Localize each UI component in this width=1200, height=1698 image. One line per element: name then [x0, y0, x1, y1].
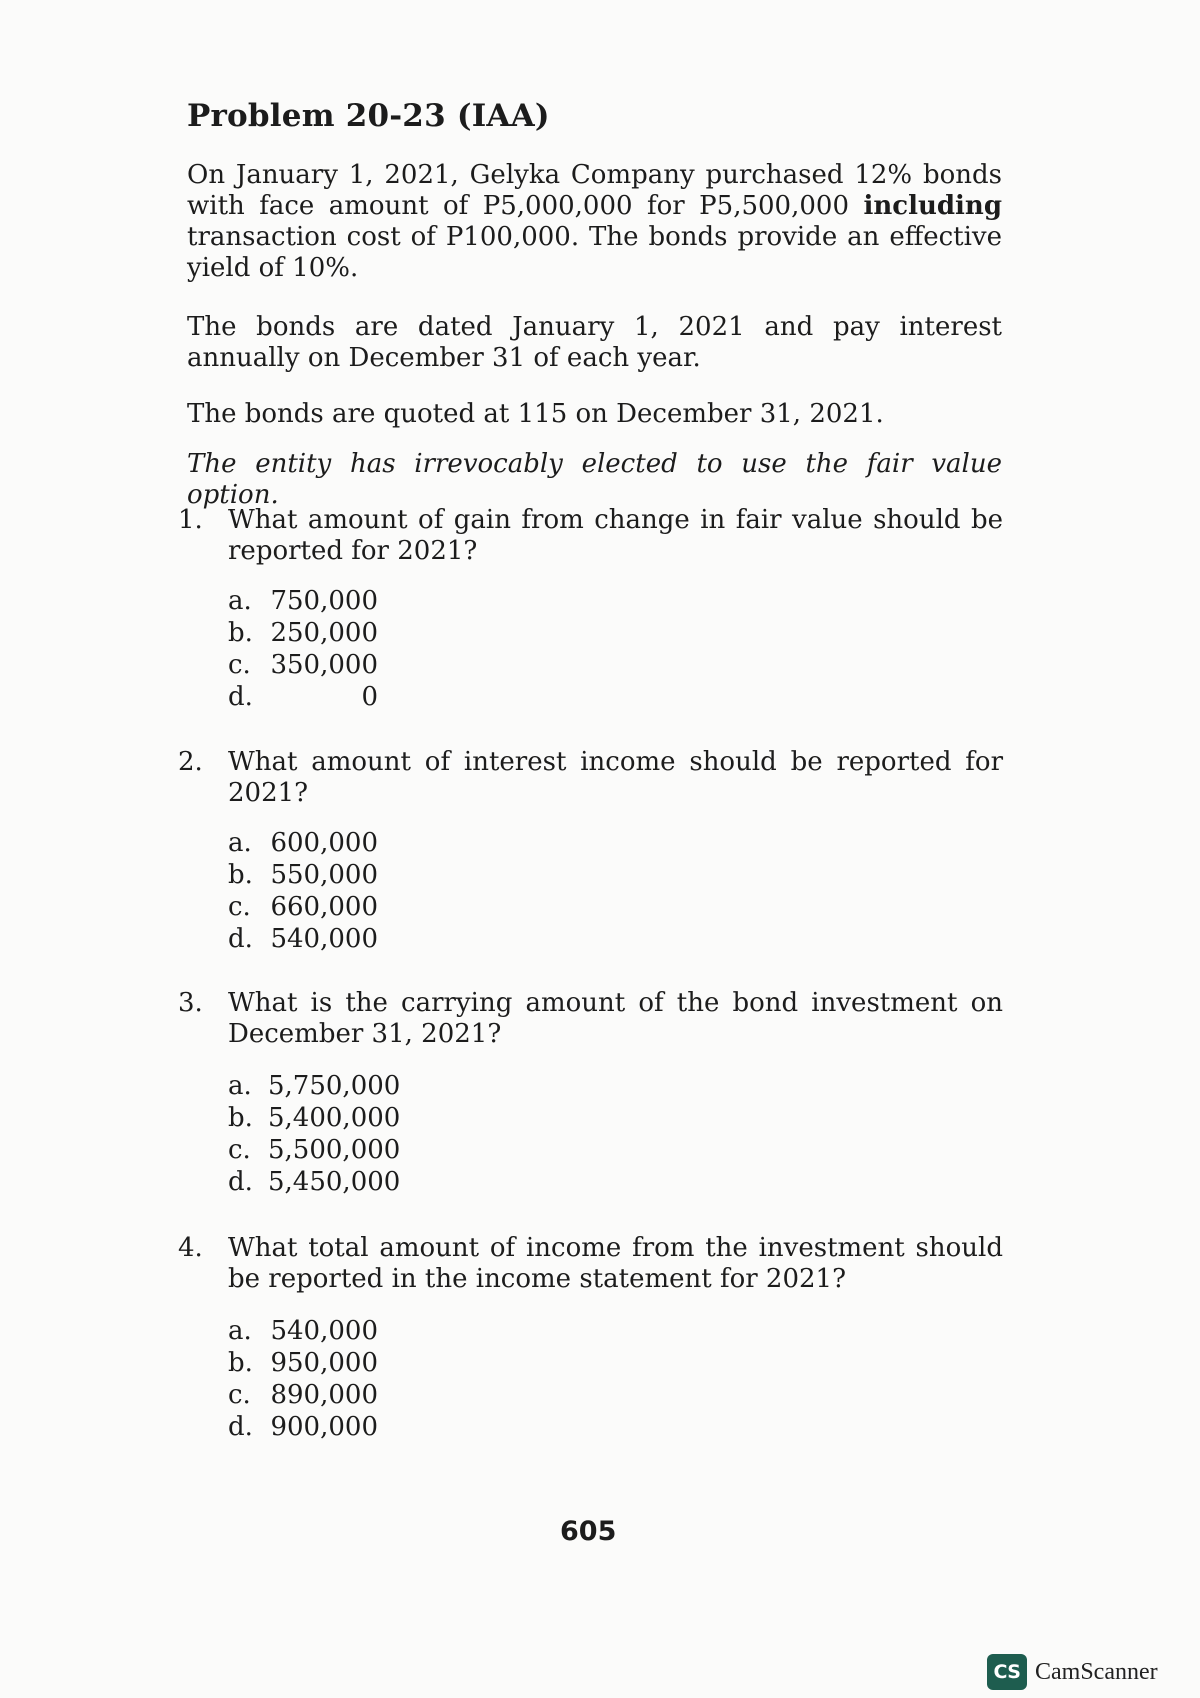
choice-a — [228, 827, 378, 859]
choice-letter: a. — [228, 1316, 252, 1346]
question-2 — [178, 747, 1003, 809]
choice-value: 540,000 — [270, 1316, 378, 1346]
choice-value: 540,000 — [270, 924, 378, 954]
choice-letter: c. — [228, 650, 251, 680]
choice-value: 5,450,000 — [268, 1167, 401, 1197]
problem-paragraph-terms: The bonds are dated January 1, 2021 and pay interest annually on December 31 of each year. — [187, 312, 1002, 373]
choice-value: 550,000 — [270, 860, 378, 890]
choice-a — [228, 1315, 378, 1347]
paragraph-text: On January 1, 2021, Gelyka Company purchased 12% bonds with face amount of P5,000,000 for P5,500,000 — [187, 160, 1002, 221]
choice-b — [228, 859, 378, 891]
choice-letter: b. — [228, 618, 253, 648]
choice-value: 5,750,000 — [268, 1071, 401, 1101]
question-1 — [178, 505, 1003, 567]
choice-b — [228, 1102, 401, 1134]
camscanner-logo-icon: CS — [987, 1654, 1027, 1690]
choice-a — [228, 1070, 401, 1102]
choice-value: 5,500,000 — [268, 1135, 401, 1165]
choice-letter: b. — [228, 1348, 253, 1378]
paragraph-emphasis: including — [863, 191, 1002, 221]
problem-paragraph-purchase — [187, 160, 1002, 284]
choice-value: 5,400,000 — [268, 1103, 401, 1133]
choice-b — [228, 1347, 378, 1379]
question-number: 2. — [178, 747, 203, 777]
choice-value: 900,000 — [270, 1412, 378, 1442]
choice-value: 750,000 — [270, 586, 378, 616]
choice-d — [228, 1166, 401, 1198]
choice-letter: c. — [228, 1380, 251, 1410]
choice-c — [228, 649, 378, 681]
choice-value: 890,000 — [270, 1380, 378, 1410]
choice-letter: a. — [228, 1071, 252, 1101]
choice-value: 250,000 — [270, 618, 378, 648]
question-3 — [178, 988, 1003, 1050]
choice-value: 0 — [361, 682, 378, 712]
problem-paragraph-election: The entity has irrevocably elected to use the fair value option. — [187, 449, 1002, 510]
choice-d — [228, 923, 378, 955]
choice-letter: b. — [228, 1103, 253, 1133]
problem-title: Problem 20-23 (IAA) — [187, 98, 550, 134]
choice-letter: d. — [228, 1412, 253, 1442]
camscanner-watermark — [987, 1653, 1158, 1691]
question-2-choices — [228, 827, 378, 955]
choice-letter: a. — [228, 586, 252, 616]
choice-value: 600,000 — [270, 828, 378, 858]
choice-letter: d. — [228, 682, 253, 712]
choice-letter: b. — [228, 860, 253, 890]
paragraph-text: transaction cost of P100,000. The bonds provide an effective yield of 10%. — [187, 222, 1002, 283]
page-number: 605 — [560, 1516, 617, 1547]
question-text: What amount of interest income should be reported for 2021? — [228, 747, 1003, 808]
question-number: 1. — [178, 505, 203, 535]
choice-b — [228, 617, 378, 649]
question-number: 4. — [178, 1233, 203, 1263]
choice-value: 350,000 — [270, 650, 378, 680]
choice-letter: d. — [228, 924, 253, 954]
choice-c — [228, 1379, 378, 1411]
choice-value: 950,000 — [270, 1348, 378, 1378]
choice-letter: a. — [228, 828, 252, 858]
question-3-choices — [228, 1070, 401, 1198]
choice-d — [228, 681, 378, 713]
choice-letter: d. — [228, 1167, 253, 1197]
choice-a — [228, 585, 378, 617]
choice-value: 660,000 — [270, 892, 378, 922]
camscanner-brand: CamScanner — [1035, 1658, 1158, 1685]
choice-d — [228, 1411, 378, 1443]
question-4 — [178, 1233, 1003, 1295]
question-number: 3. — [178, 988, 203, 1018]
question-text: What is the carrying amount of the bond investment on December 31, 2021? — [228, 988, 1003, 1049]
choice-letter: c. — [228, 1135, 251, 1165]
question-1-choices — [228, 585, 378, 713]
choice-letter: c. — [228, 892, 251, 922]
question-text: What amount of gain from change in fair value should be reported for 2021? — [228, 505, 1003, 566]
problem-paragraph-quote: The bonds are quoted at 115 on December 31, 2021. — [187, 399, 884, 429]
choice-c — [228, 891, 378, 923]
choice-c — [228, 1134, 401, 1166]
question-4-choices — [228, 1315, 378, 1443]
question-text: What total amount of income from the investment should be reported in the income statement for 2021? — [228, 1233, 1003, 1294]
